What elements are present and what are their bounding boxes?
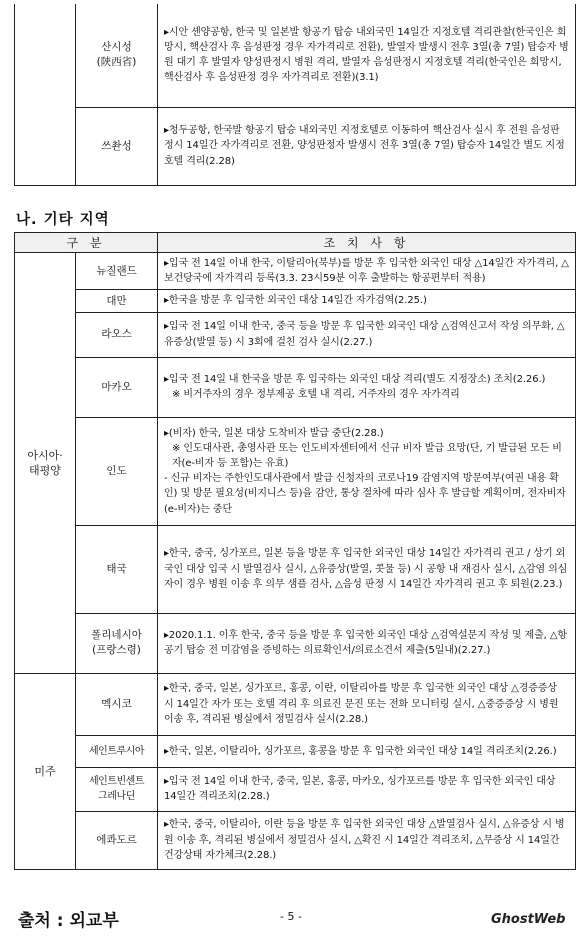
country-cell bbox=[76, 613, 158, 673]
country-cell: 세인트루시아 bbox=[76, 735, 158, 767]
region-cell bbox=[15, 4, 76, 185]
table-row bbox=[15, 107, 576, 185]
measure-cell bbox=[158, 417, 576, 525]
country-cell bbox=[76, 4, 158, 107]
table-row bbox=[15, 357, 576, 417]
table-row bbox=[15, 253, 576, 290]
section-title: 나. 기타 지역 bbox=[16, 212, 110, 228]
measure-cell bbox=[158, 290, 576, 312]
measure-cell bbox=[158, 312, 576, 357]
region-cell: 미주 bbox=[15, 673, 76, 869]
measure-line: ▸입국 전 14일 이내 한국, 이탈리아(북부)를 방문 후 입국한 외국인 대상 △14일간 자가격리, △보건당국에 자가격리 등록(3.3. 23시59분 이후 출발하는 항공편부터 적용) bbox=[164, 258, 569, 285]
measure-cell bbox=[158, 767, 576, 811]
measure-cell bbox=[158, 357, 576, 417]
region-name: 아시아· 태평양 bbox=[27, 448, 63, 477]
measure-line: ▸(비자) 한국, 일본 대상 도착비자 발급 중단(2.28.) bbox=[164, 427, 384, 439]
table-row bbox=[15, 4, 576, 107]
measure-cell bbox=[158, 253, 576, 290]
table-row bbox=[15, 811, 576, 869]
country-cell: 대만 bbox=[76, 290, 158, 312]
country-name: 산시성 bbox=[101, 41, 132, 54]
table-row bbox=[15, 417, 576, 525]
measure-line: ▸입국 전 14일 이내 한국, 중국 등을 방문 후 입국한 외국인 대상 △검역신고서 작성 의무화, △유증상(발열 등) 시 3회에 걸친 검사 실시(2.27.) bbox=[164, 321, 565, 348]
measure-line: ▸한국, 중국, 일본, 싱가포르, 홍콩, 이란, 이탈리아를 방문 후 입국한 외국인 대상 △경증증상 시 14일간 자가 또는 호텔 격리 후 의료진 문진 또는 전화 모니터링 실시, △중증증상 시 병원 이송 후, 격리된 병실에서 정밀검사 실시(2.28.) bbox=[164, 683, 559, 725]
header-measures: 조 치 사 항 bbox=[158, 233, 576, 253]
measure-note: ※ 비거주자의 경우 정부제공 호텔 내 격리, 거주자의 경우 자가격리 bbox=[172, 389, 460, 401]
measure-cell bbox=[158, 811, 576, 869]
measure-note: ※ 인도대사관, 총영사관 또는 인도비자센터에서 신규 비자 발급 요망(단, 기 발급된 모든 비자(e-비자 등 포함)는 유효) bbox=[172, 442, 562, 469]
country-cell: 라오스 bbox=[76, 312, 158, 357]
country-cell: 마카오 bbox=[76, 357, 158, 417]
country-name-sub: (프랑스령) bbox=[92, 644, 141, 657]
region-cell bbox=[15, 253, 76, 674]
measure-line: ▸입국 전 14일 내 한국을 방문 후 입국하는 외국인 대상 격리(별도 지정장소) 조치(2.26.) bbox=[164, 373, 546, 385]
table-row bbox=[15, 525, 576, 613]
header-category: 구 분 bbox=[15, 233, 158, 253]
measure-cell: ▸시안 셴양공항, 한국 및 일본발 항공기 탑승 내외국민 14일간 지정호텔 격리관찰(한국인은 희망시, 핵산검사 후 음성판정 경우 자가격리로 전환), 발열자 발생시 전후 3열(총 7열) 탑승자 병원 대기 후 발열자 양성판정시 병원 격리, 발열자 음성판정시 지정호텔 격리(한국인은 희망시, 핵산검사 후 음성판정 경우 자가격리로 전환)(3.1) bbox=[158, 4, 576, 107]
country-cell bbox=[76, 767, 158, 811]
measure-line: ▸입국 전 14일 이내 한국, 중국, 일본, 홍콩, 마카오, 싱가포르를 방문 후 입국한 외국인 대상 14일간 격리조치(2.28.) bbox=[164, 775, 556, 803]
measure-cell bbox=[158, 673, 576, 735]
country-cell: 뉴질랜드 bbox=[76, 253, 158, 290]
measure-line: ▸2020.1.1. 이후 한국, 중국 등을 방문 후 입국한 외국인 대상 △검역설문지 작성 및 제출, △항공기 탑승 전 미감염을 증빙하는 의료확인서/의료소견서 제출(5일내)(2.27.) bbox=[164, 629, 567, 657]
measure-line: ▸한국, 중국, 이탈리아, 이란 등을 방문 후 입국한 외국인 대상 △발열검사 실시, △유증상 시 병원 이송 후, 격리된 병실에서 정밀검사 실시, △확진 시 14일간 격리조치, △무증상 시 14일간 건강상태 자가체크(2.28.) bbox=[164, 819, 565, 861]
measure-subline: - 신규 비자는 주한인도대사관에서 발급 신청자의 코로나19 감염지역 방문여부(여권 내용 확인) 및 방문 필요성(비지니스 등)을 감안, 통상 절차에 따라 심사 후 발급할 계획이며, 전자비자(e-비자)는 중단 bbox=[164, 473, 566, 515]
country-cell: 에콰도르 bbox=[76, 811, 158, 869]
table-row bbox=[15, 767, 576, 811]
source-credit: 출처 : 외교부 bbox=[18, 911, 119, 931]
measure-line: ▸한국, 중국, 싱가포르, 일본 등을 방문 후 입국한 외국인 대상 14일간 자가격리 권고 / 상기 외국인 대상 입국 시 발열검사 실시, △유증상(발열, 콧물 등) 시 공항 내 재검사 실시, △감염 의심자이 경우 병원 이송 후 의무 샘플 검사, △음성 판정 시 14일간 자가격리 권고 후 퇴원(2.23.) bbox=[164, 548, 568, 590]
table-row bbox=[15, 312, 576, 357]
country-cell bbox=[76, 107, 158, 185]
measure-cell bbox=[158, 525, 576, 613]
china-provinces-table bbox=[14, 4, 576, 186]
measure-line: ▸한국, 일본, 이탈리아, 싱가포르, 홍콩을 방문 후 입국한 외국인 대상 14일 격리조치(2.26.) bbox=[164, 745, 557, 757]
country-name-line: 그레나딘 bbox=[98, 791, 135, 803]
watermark: GhostWeb bbox=[491, 912, 566, 927]
country-name: 쓰촨성 bbox=[101, 139, 132, 152]
country-name: 폴리네시아 bbox=[91, 629, 142, 642]
measure-line: ▸한국을 방문 후 입국한 외국인 대상 14일간 자가검역(2.25.) bbox=[164, 295, 427, 307]
table-row bbox=[15, 735, 576, 767]
table-row bbox=[15, 673, 576, 735]
measures-table bbox=[14, 232, 576, 870]
measure-cell bbox=[158, 613, 576, 673]
table-row bbox=[15, 290, 576, 312]
country-name-line: 세인트빈센트 bbox=[89, 776, 144, 788]
country-cell: 멕시코 bbox=[76, 673, 158, 735]
page-number: - 5 - bbox=[280, 910, 302, 923]
country-cell: 태국 bbox=[76, 525, 158, 613]
table-header-row bbox=[15, 233, 576, 253]
country-cell: 인도 bbox=[76, 417, 158, 525]
table-row bbox=[15, 613, 576, 673]
country-name-hanja: (陝西省) bbox=[96, 56, 137, 69]
measure-cell: ▸청두공항, 한국발 항공기 탑승 내외국민 지정호텔로 이동하여 핵산검사 실시 후 전원 음성판정시 14일간 자가격리로 전환, 양성판정자 발생시 전후 3열(총 7열) 탑승자 14일간 별도 지정호텔 격리(2.28) bbox=[158, 107, 576, 185]
measure-cell bbox=[158, 735, 576, 767]
